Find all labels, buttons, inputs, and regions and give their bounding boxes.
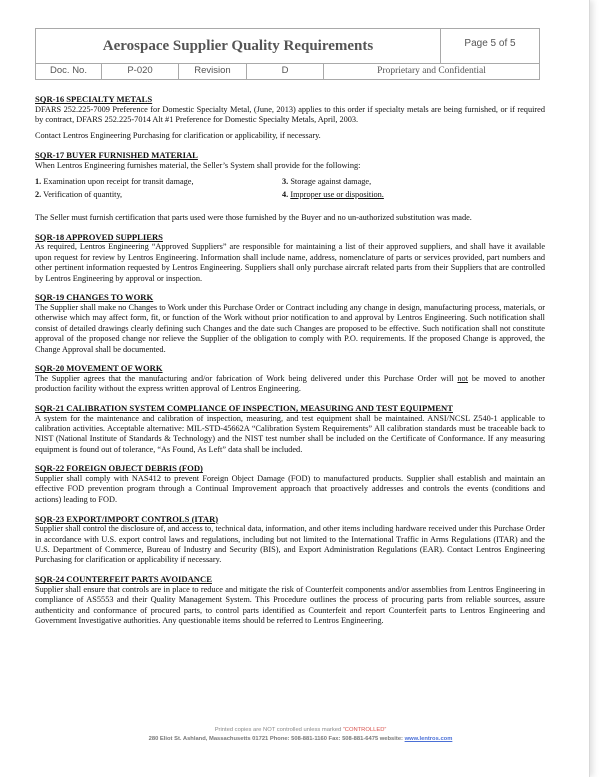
section-sqr-17 (35, 150, 545, 223)
list-item (35, 190, 122, 200)
website-link[interactable]: www.lentros.com (404, 736, 453, 742)
section-heading: SQR-22 FOREIGN OBJECT DEBRIS (FOD) (35, 463, 203, 474)
document-body (35, 94, 545, 635)
document-header (35, 28, 540, 80)
section-heading: SQR-17 BUYER FURNISHED MATERIAL (35, 150, 198, 161)
header-title-row (36, 29, 539, 64)
list-item-number: 3. (282, 177, 289, 187)
section-paragraph: When Lentros Engineering furnishes material, the Seller’s System shall provide for the following: (35, 160, 361, 170)
section-paragraph: As required, Lentros Engineering “Approved Suppliers” are responsible for maintaining a list of their approved suppliers, and shall have it available upon request for review by Lentros Engineering. Information shall include name, address, nomenclature of parts or services provided, part numbers and other pertinent information requested by Lentros Engineering. Suppliers shall only purchase aircraft related parts from their Suppliers that are controlled by Lentros Engineering by approval or inspection. (35, 242, 545, 283)
list-item-text: Improper use or disposition. (290, 190, 384, 200)
section-paragraph: Supplier shall control the disclosure of, and access to, technical data, information, and other items including hardware received under this Purchase Order in accordance with U.S. export control laws and regulations, including but not limited to the International Traffic in Arms Regulations (ITAR) and the U.S. Department of Commerce, Bureau of Industry and Security (BIS), and Export Administration Regulations (EAR). Contact Lentros Engineering Purchasing for clarification or applicability if necessary. (35, 524, 545, 565)
section-sqr-22 (35, 463, 545, 505)
section-sqr-18 (35, 232, 545, 284)
section-heading: SQR-23 EXPORT/IMPORT CONTROLS (ITAR) (35, 513, 219, 524)
address-text: 280 Eliot St. Ashland, Massachusetts 01721 Phone: 508-881-1160 Fax: 508-881-6475 website: (148, 736, 405, 742)
paragraph-text: be moved to another production facility without the express written approval of Lentros Engineering. (35, 373, 545, 394)
section-sqr-20 (35, 363, 545, 394)
section-paragraph: DFARS 252.225-7009 Preference for Domestic Specialty Metal, (June, 2013) applies to this order if specialty metals are being furnished, or if required by contract, DFARS 252.225-7014 Alt #1 Preference for Domestic Specialty Metals, April, 2003. (35, 104, 545, 124)
section-sqr-19 (35, 292, 545, 355)
emphasis-not: not (457, 373, 469, 383)
section-paragraph: The Seller must furnish certification that parts used were those furnished by the Buyer and no un-authorized substitution was made. (35, 213, 472, 223)
list-item (282, 177, 371, 187)
list-item (282, 190, 384, 200)
section-paragraph: Supplier shall comply with NAS412 to prevent Foreign Object Damage (FOD) to manufactured products. Supplier shall establish and maintain an effective FOD prevention program through a Continual Improvement approach that proactively addresses and controls the events (conditions and actions) leading to FOD. (35, 474, 545, 504)
section-paragraph (35, 374, 545, 395)
revision-value: D (247, 63, 324, 79)
list-item-number: 1. (35, 177, 42, 187)
section-heading: SQR-20 MOVEMENT OF WORK (35, 363, 163, 374)
document-title: Aerospace Supplier Quality Requirements (36, 29, 441, 63)
list-item-number: 2. (35, 190, 42, 200)
section-paragraph: A system for the maintenance and calibration of inspection, measuring, and test equipment shall be maintained. ANSI/NCSL Z540-1 applicable to calibration activities. Acceptable alternative: MIL-STD-45662A “Calibration System Requirements” All calibration standards must be traceable back to NIST (National Institute of Standards & Technology) and the NIST test number shall be included on the Certificate of Conformance. If any measuring equipment is found out of tolerance, “As Found, As Left” data shall be included. (35, 413, 545, 454)
revision-label: Revision (179, 63, 247, 79)
section-sqr-16 (35, 94, 545, 142)
section-sqr-23 (35, 514, 545, 566)
paragraph-text: The Supplier agrees that the manufacturing and/or fabrication of Work being delivered under this Purchase Order will (35, 373, 458, 383)
note-text: Printed copies are NOT controlled unless marked (214, 727, 343, 733)
list-item (35, 177, 194, 187)
list-item-number: 4. (282, 190, 289, 200)
list-item-text: Verification of quantity, (43, 190, 123, 200)
list-item-text: Storage against damage, (290, 177, 372, 187)
requirements-list (35, 177, 545, 205)
doc-no-value: P-020 (102, 63, 179, 79)
section-paragraph: The Supplier shall make no Changes to Work under this Purchase Order or Contract including any change in design, manufacturing process, materials, or otherwise which may affect form, fit, or function of the Work without prior notification to and approval by Lentros Engineering. Such notification shall consist of detailed drawings clearly defining such Changes and the date such Changes are proposed to be effective. Such notification shall not constitute approval of the proposed change nor relieve the Supplier of the obligation to comply with P.O. requirements. If the proposed Change is approved, the Change Approval shall be documented. (35, 302, 545, 354)
controlled-copy-note (0, 726, 601, 735)
company-address (0, 735, 601, 744)
page-footer (0, 726, 601, 744)
section-heading: SQR-19 CHANGES TO WORK (35, 292, 154, 303)
list-item-text: Examination upon receipt for transit damage, (43, 177, 194, 187)
header-info-row (36, 63, 539, 79)
section-heading: SQR-16 SPECIALTY METALS (35, 94, 153, 104)
section-heading: SQR-24 COUNTERFEIT PARTS AVOIDANCE (35, 574, 212, 585)
controlled-mark: “CONTROLLED” (342, 727, 387, 733)
section-sqr-24 (35, 574, 545, 626)
doc-no-label: Doc. No. (36, 63, 102, 79)
confidentiality-label: Proprietary and Confidential (377, 66, 486, 76)
section-heading: SQR-21 CALIBRATION SYSTEM COMPLIANCE OF INSPECTION, MEASURING AND TEST EQUIPMENT (35, 402, 453, 413)
section-paragraph: Contact Lentros Engineering Purchasing for clarification or applicability, if necessary. (35, 131, 321, 141)
section-paragraph: Supplier shall ensure that controls are in place to reduce and mitigate the risk of Counterfeit components and/or assemblies from Lentros Engineering in compliance of AS5553 and their Quality Management System. This Procedure outlines the process of procuring parts from reliable sources, assure authenticity and conformance of procured parts, to control parts identified as Counterfeit and report Counterfeit parts to Lentros Engineering and Government Investigative authorities. Any questionable items should be referred to Lentros Engineering. (35, 584, 545, 625)
page-number: Page 5 of 5 (464, 38, 516, 49)
section-sqr-21 (35, 403, 545, 455)
section-heading: SQR-18 APPROVED SUPPLIERS (35, 231, 163, 242)
